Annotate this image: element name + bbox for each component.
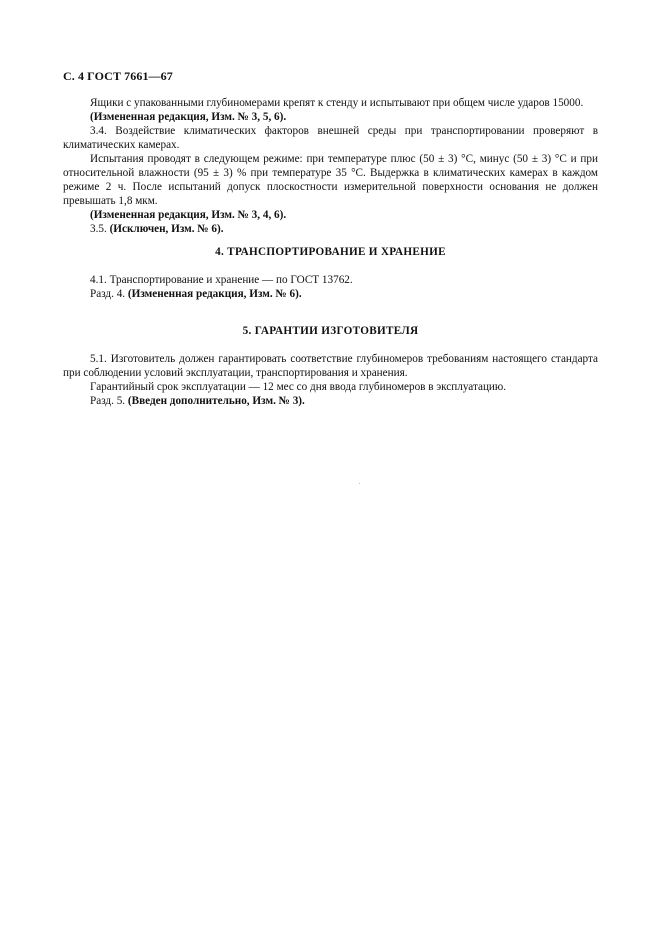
- scan-speck: [359, 483, 360, 484]
- amendment-note: (Измененная редакция, Изм. № 6).: [127, 288, 302, 300]
- amendment-note: (Введен дополнительно, Изм. № 3).: [127, 395, 305, 407]
- amendment-note: (Измененная редакция, Изм. № 3, 5, 6).: [90, 111, 287, 123]
- paragraph-3-4: 3.4. Воздействие климатических факторов внешней среды при транспортировании проверяют в климатических камерах.: [63, 125, 598, 151]
- section-ref: Разд. 4.: [90, 288, 126, 300]
- paragraph-3-5: [63, 222, 598, 236]
- section-ref: Разд. 5.: [90, 395, 126, 407]
- paragraph-section-5-note: [63, 394, 598, 408]
- paragraph-boxes-test: Ящики с упакованными глубиномерами крепят к стенду и испытывают при общем числе ударов 15000.: [90, 97, 584, 109]
- paragraph-4-1: 4.1. Транспортирование и хранение — по ГОСТ 13762.: [90, 274, 353, 286]
- document-body: [63, 96, 598, 408]
- paragraph-test-mode: Испытания проводят в следующем режиме: при температуре плюс (50 ± 3) °С, минус (50 ± 3) °С и при относительной влажности (95 ± 3) % при температуре 35 °С. Выдержка в климатических камерах в каждом режиме 2 ч. После испытаний допуск плоскостности измерительной поверхности основания не должен превышать 1,8 мкм.: [63, 153, 598, 207]
- page-header: С. 4 ГОСТ 7661—67: [63, 69, 173, 83]
- amendment-note: (Измененная редакция, Изм. № 3, 4, 6).: [90, 209, 287, 221]
- paragraph-warranty-period: Гарантийный срок эксплуатации — 12 мес со дня ввода глубиномеров в эксплуатацию.: [90, 381, 507, 393]
- paragraph-5-1: 5.1. Изготовитель должен гарантировать соответствие глубиномеров требованиям настоящего стандарта при соблюдении условий эксплуатации, транспортирования и хранения.: [63, 353, 598, 379]
- section-title-4: 4. ТРАНСПОРТИРОВАНИЕ И ХРАНЕНИЕ: [215, 246, 446, 258]
- amendment-note: (Исключен, Изм. № 6).: [109, 223, 224, 235]
- clause-number: 3.5.: [90, 223, 107, 235]
- paragraph-section-4-note: [63, 287, 598, 301]
- section-title-5: 5. ГАРАНТИИ ИЗГОТОВИТЕЛЯ: [242, 325, 419, 337]
